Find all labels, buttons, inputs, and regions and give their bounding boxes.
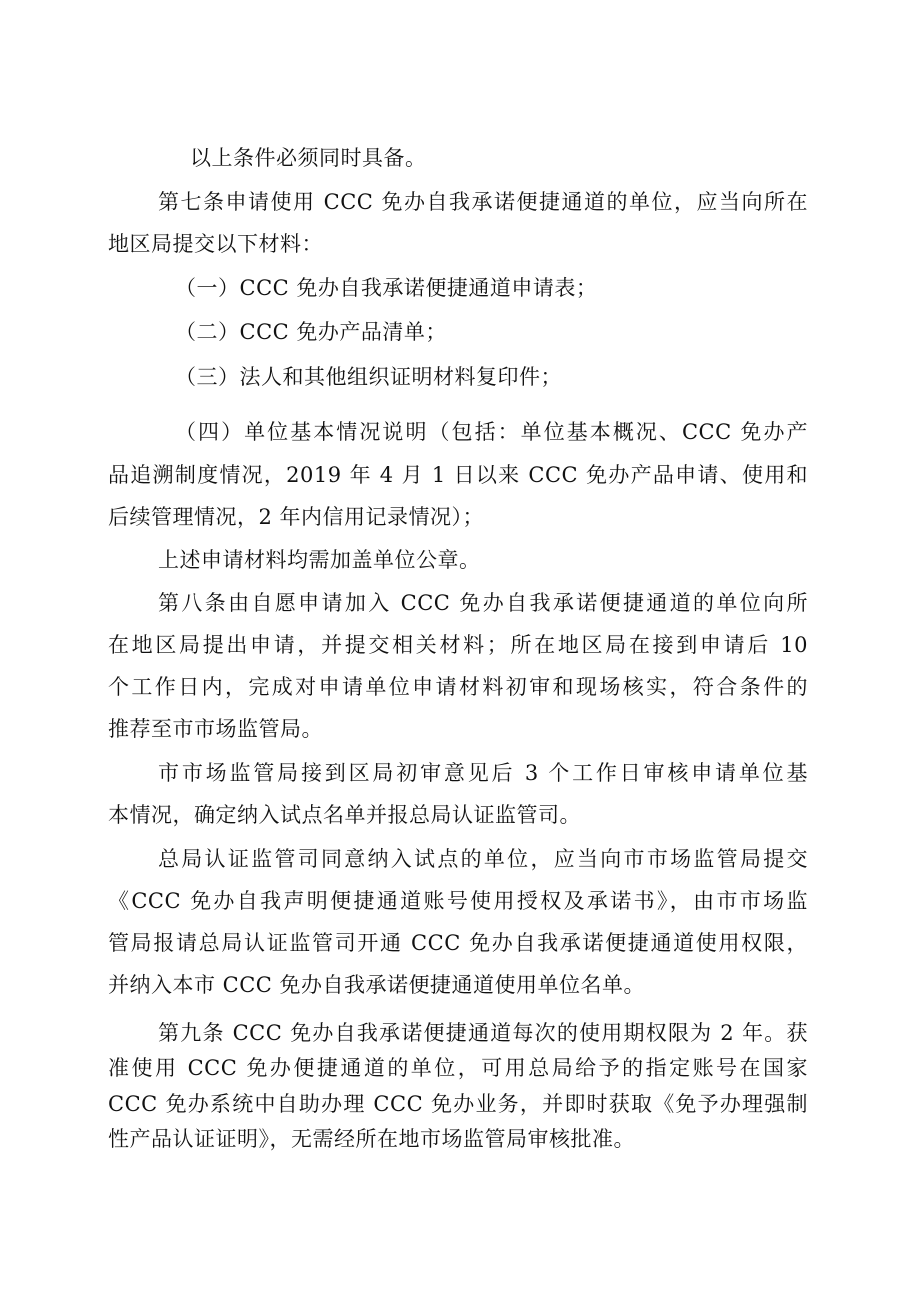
paragraph-line: 第七条申请使用 CCC 免办自我承诺便捷通道的单位，应当向所在 [158,190,808,214]
list-item: （二）CCC 免办产品清单； [175,320,447,344]
paragraph-line: 并纳入本市 CCC 免办自我承诺便捷通道使用单位名单。 [108,973,646,997]
list-item: （四）单位基本情况说明（包括：单位基本概况、CCC 免办产 [175,420,808,444]
paragraph-line: 《CCC 免办自我声明便捷通道账号使用授权及承诺书》，由市市场监 [108,889,808,913]
paragraph-line: 在地区局提出申请，并提交相关材料；所在地区局在接到申请后 10 [108,633,808,657]
paragraph-line: 总局认证监管司同意纳入试点的单位，应当向市市场监管局提交 [158,847,808,871]
paragraph-line: 第九条 CCC 免办自我承诺便捷通道每次的使用期权限为 2 年。获 [158,1021,808,1045]
paragraph-line: 管局报请总局认证监管司开通 CCC 免办自我承诺便捷通道使用权限， [108,931,808,955]
paragraph-line: 市市场监管局接到区局初审意见后 3 个工作日审核申请单位基 [158,761,808,785]
paragraph-line: 品追溯制度情况，2019 年 4 月 1 日以来 CCC 免办产品申请、使用和 [108,463,808,487]
paragraph-line: CCC 免办系统中自助办理 CCC 免办业务，并即时获取《免予办理强制 [108,1092,808,1116]
paragraph-line: 后续管理情况，2 年内信用记录情况）； [108,505,485,529]
list-item: （三）法人和其他组织证明材料复印件； [175,365,562,389]
paragraph-line: 推荐至市市场监管局。 [108,717,323,741]
paragraph-line: 地区局提交以下材料： [108,232,323,256]
paragraph-line: 本情况，确定纳入试点名单并报总局认证监管司。 [108,803,581,827]
paragraph-line: 以上条件必须同时具备。 [190,146,427,170]
paragraph-line: 性产品认证证明》，无需经所在地市场监管局审核批准。 [108,1127,635,1151]
paragraph-line: 个工作日内，完成对申请单位申请材料初审和现场核实，符合条件的 [108,675,808,699]
paragraph-line: 第八条由自愿申请加入 CCC 免办自我承诺便捷通道的单位向所 [158,591,808,615]
list-item: （一）CCC 免办自我承诺便捷通道申请表； [175,276,598,300]
paragraph-line: 上述申请材料均需加盖单位公章。 [158,548,481,572]
paragraph-line: 准使用 CCC 免办便捷通道的单位，可用总局给予的指定账号在国家 [108,1056,808,1080]
